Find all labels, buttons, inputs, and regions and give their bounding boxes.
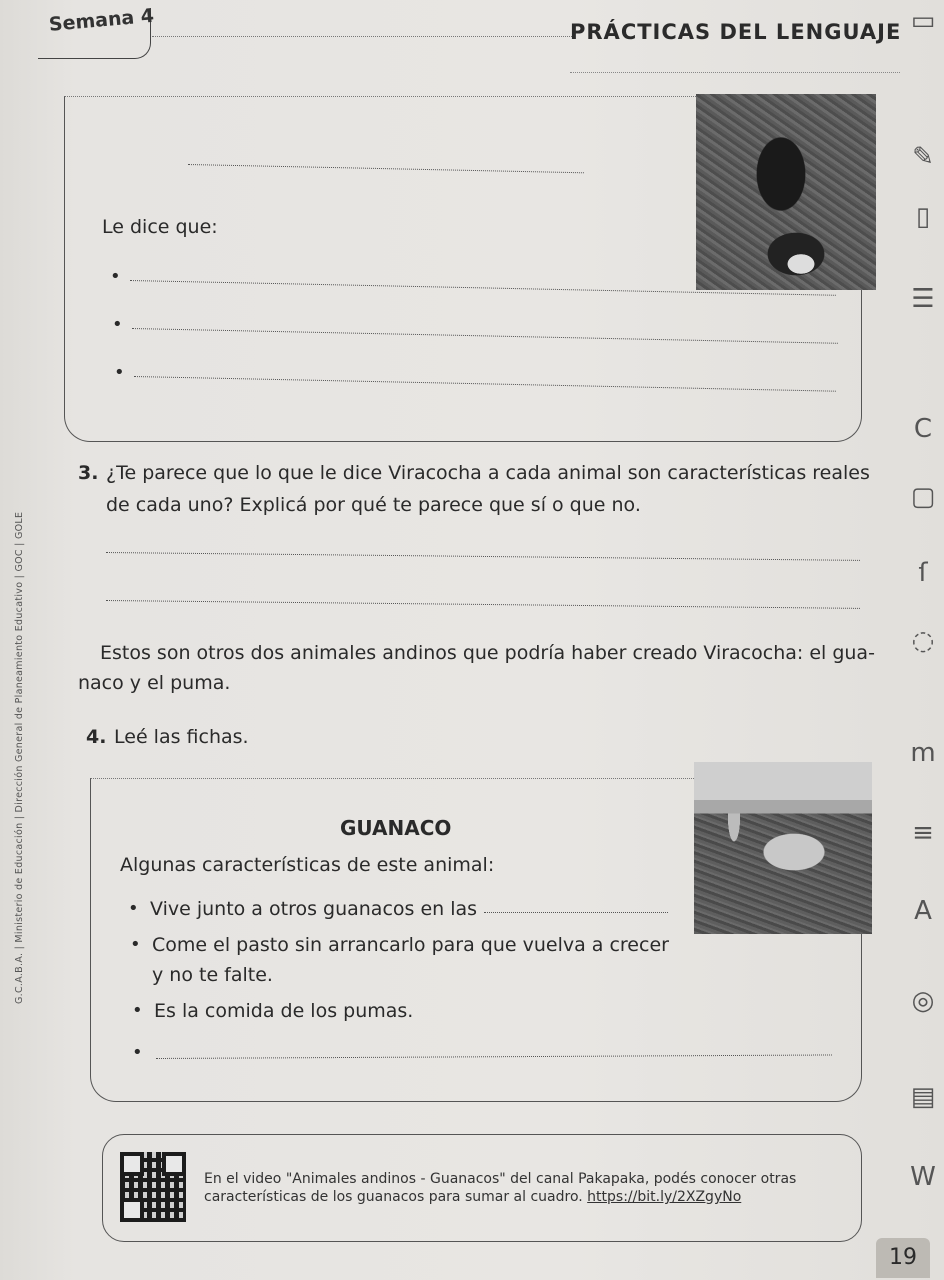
pencil-icon: ✎: [912, 142, 934, 172]
bullet: •: [132, 1042, 143, 1063]
books-stack-icon: ≡: [912, 818, 934, 848]
letter-m-icon: m: [910, 738, 936, 768]
letter-w-icon: W: [910, 1162, 936, 1192]
question-3-line2: de cada uno? Explicá por qué te parece que sí o que no.: [106, 494, 641, 516]
card-item-1: Vive junto a otros guanacos en las: [150, 898, 478, 920]
card-subtitle: Algunas características de este animal:: [120, 854, 495, 876]
answer-line[interactable]: [106, 600, 860, 609]
card-item-2-cont: y no te falte.: [152, 964, 273, 986]
bullet: •: [112, 314, 123, 335]
bullet: •: [110, 266, 121, 287]
skunk-photo: [696, 94, 876, 290]
bullet: •: [132, 1000, 143, 1021]
margin-credit: G.C.A.B.A. | Ministerio de Educación | Dirección General de Planeamiento Educativo | GOC | GOLE: [14, 511, 25, 1004]
page-number: 19: [889, 1245, 917, 1270]
letter-c-icon: C: [913, 414, 933, 444]
book-icon: ▯: [915, 202, 931, 232]
qr-note-line1: En el video "Animales andinos - Guanacos" del canal Pakapaka, podés conocer otras: [204, 1171, 797, 1187]
video-link[interactable]: https://bit.ly/2XZgyNo: [587, 1189, 742, 1205]
header-divider: [152, 36, 572, 37]
subject-title: PRÁCTICAS DEL LENGUAJE: [570, 20, 902, 44]
question-3-number: 3.: [78, 462, 99, 484]
letter-f-icon: ſ: [918, 558, 928, 588]
card-title: GUANACO: [340, 816, 452, 840]
side-icon-strip: [902, 0, 944, 1280]
qr-note-text: [204, 1170, 796, 1206]
subject-underline: [570, 72, 900, 73]
sound-icon: ◎: [911, 986, 935, 1016]
answer-line[interactable]: [106, 552, 860, 561]
intro-line2: naco y el puma.: [78, 672, 231, 694]
bullet: •: [128, 898, 139, 919]
card-item-2: Come el pasto sin arrancarlo para que vuelva a crecer: [152, 934, 669, 956]
notebook-icon: ▢: [910, 482, 936, 512]
le-dice-label: Le dice que:: [102, 216, 218, 238]
bullet: •: [130, 934, 141, 955]
presenter-icon: ▤: [910, 1082, 936, 1112]
computer-icon: ▭: [910, 6, 936, 36]
question-4-text: Leé las fichas.: [114, 726, 249, 748]
question-3-line1: ¿Te parece que lo que le dice Viracocha a cada animal son características reales: [106, 462, 870, 484]
answer-line-inline[interactable]: [484, 912, 668, 913]
newspaper-icon: ☰: [911, 284, 935, 314]
qr-note-line2-text: características de los guanacos para sumar al cuadro.: [204, 1189, 588, 1205]
speech-bubble-icon: ◌: [911, 626, 935, 656]
page-number-tab: [876, 1238, 930, 1278]
guanaco-photo: [694, 762, 872, 934]
qr-code-corner: [162, 1152, 186, 1176]
card-item-3: Es la comida de los pumas.: [154, 1000, 414, 1022]
week-label: Semana 4: [48, 4, 155, 36]
question-4-number: 4.: [86, 726, 107, 748]
bullet: •: [114, 362, 125, 383]
qr-note-line2: [204, 1188, 796, 1206]
letter-a-icon: A: [914, 896, 932, 926]
intro-line1: Estos son otros dos animales andinos que podría haber creado Viracocha: el gua-: [100, 642, 875, 664]
